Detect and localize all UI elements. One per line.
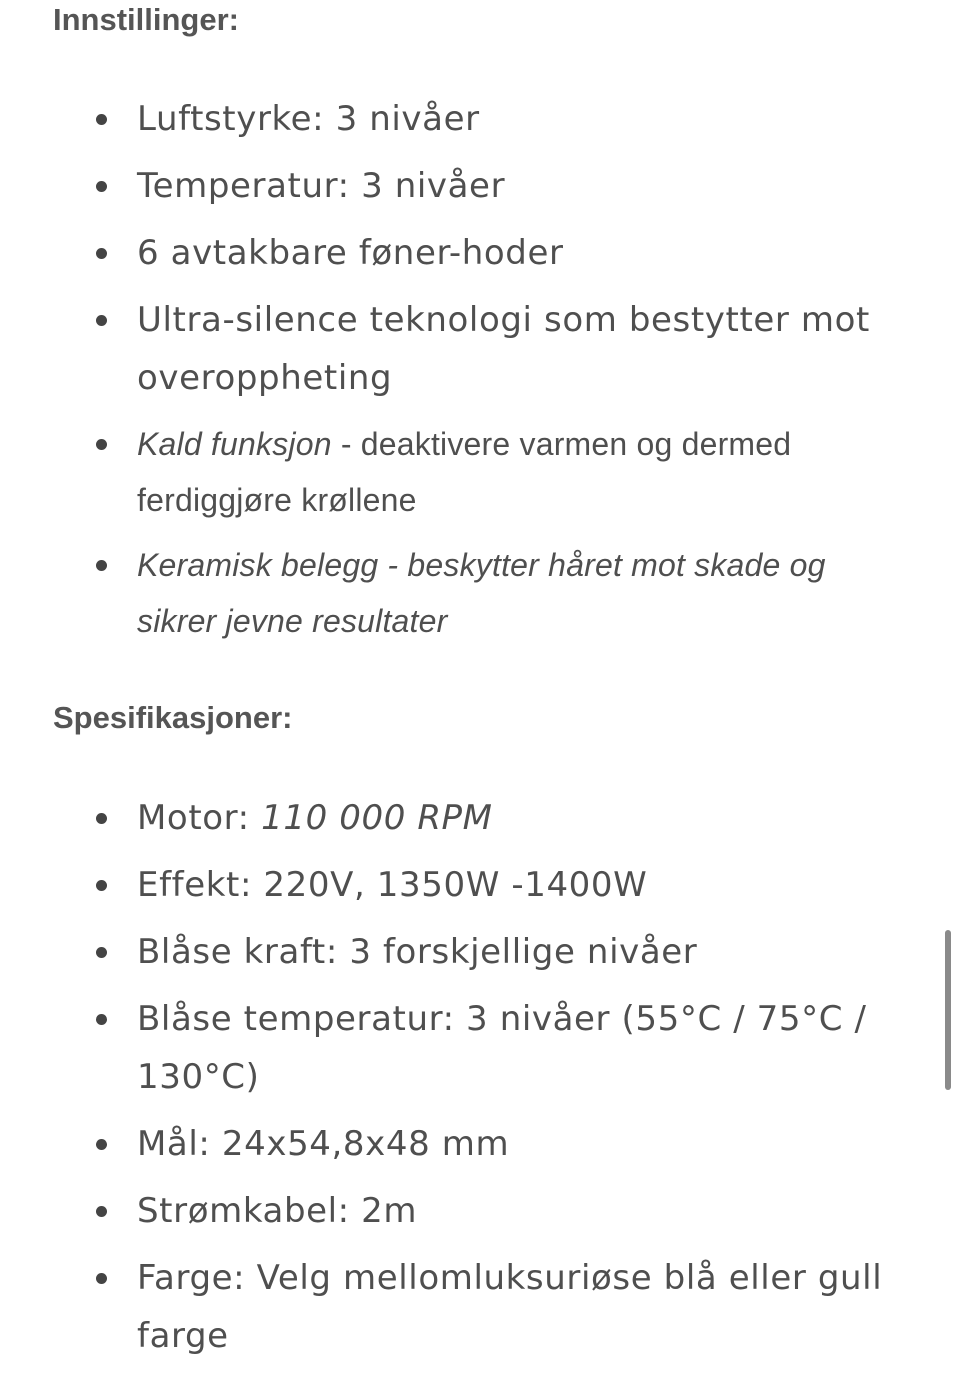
settings-item-text: Temperatur: 3 nivåer bbox=[137, 166, 506, 206]
spec-item-label: Motor: bbox=[137, 798, 262, 838]
vertical-scrollbar[interactable] bbox=[945, 930, 951, 1090]
spec-item-text: Strømkabel: 2m bbox=[137, 1191, 418, 1231]
spec-item-text: Blåse kraft: 3 forskjellige nivåer bbox=[137, 932, 698, 972]
settings-item-text: - deaktivere varmen og dermed ferdiggjøre krøllene bbox=[137, 426, 792, 518]
spec-item-text: Blåse temperatur: 3 nivåer (55°C / 75°C / 130°C) bbox=[137, 999, 867, 1097]
settings-list bbox=[0, 90, 960, 658]
list-item bbox=[0, 291, 960, 407]
spec-item-text: Mål: 24x54,8x48 mm bbox=[137, 1124, 510, 1164]
list-item bbox=[0, 923, 960, 981]
list-item bbox=[0, 789, 960, 847]
settings-item-lead: Kald funksjon bbox=[137, 426, 332, 462]
list-item bbox=[0, 990, 960, 1106]
spec-item-value: 110 000 RPM bbox=[261, 798, 493, 838]
settings-item-text: Luftstyrke: 3 nivåer bbox=[137, 99, 480, 139]
spec-item-text: Farge: Velg mellomluksuriøse blå eller gull farge bbox=[137, 1258, 883, 1356]
list-item bbox=[0, 224, 960, 282]
list-item bbox=[0, 90, 960, 148]
list-item bbox=[0, 1249, 960, 1365]
list-item bbox=[0, 1182, 960, 1240]
specifications-list bbox=[0, 789, 960, 1374]
settings-item-text: Keramisk belegg - beskytter håret mot skade og sikrer jevne resultater bbox=[137, 547, 826, 639]
settings-heading: Innstillinger: bbox=[53, 2, 239, 37]
list-item bbox=[0, 416, 960, 528]
spec-item-text: Effekt: 220V, 1350W -1400W bbox=[137, 865, 648, 905]
specifications-heading: Spesifikasjoner: bbox=[53, 700, 293, 735]
list-item bbox=[0, 537, 960, 649]
settings-item-text: 6 avtakbare føner-hoder bbox=[137, 233, 564, 273]
list-item bbox=[0, 157, 960, 215]
list-item bbox=[0, 856, 960, 914]
list-item bbox=[0, 1115, 960, 1173]
settings-item-text: Ultra-silence teknologi som bestytter mot overoppheting bbox=[137, 300, 870, 398]
